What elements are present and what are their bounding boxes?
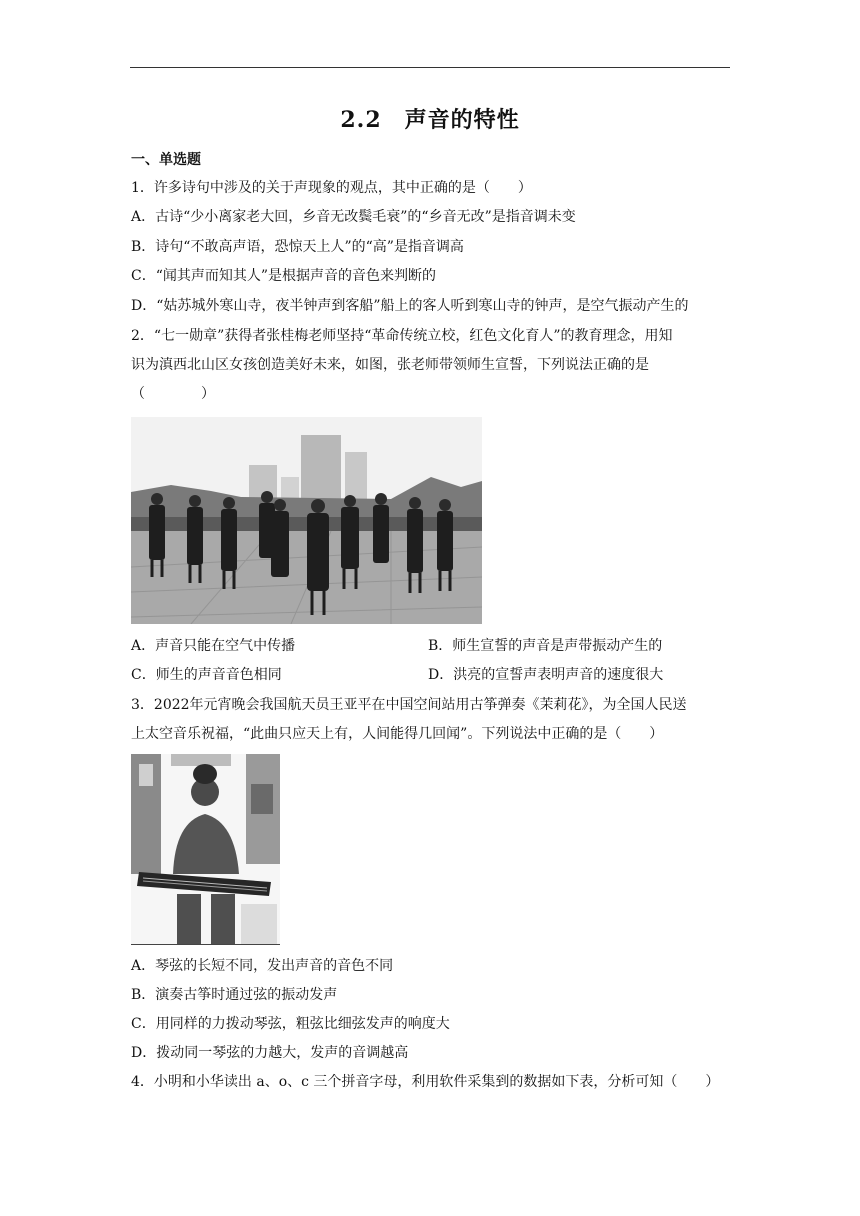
q2-stem-line3: （ ） — [131, 386, 215, 402]
q3-option-c: C．用同样的力拨动琴弦，粗弦比细弦发声的响度大 — [131, 1016, 450, 1032]
q4-stem: 4．小明和小华读出 a、o、c 三个拼音字母，利用软件采集到的数据如下表，分析可知（ ） — [131, 1074, 720, 1090]
q2-stem-line1: 2．“七一勋章”获得者张桂梅老师坚持“革命传统立校，红色文化育人”的教育理念，用知 — [131, 328, 673, 344]
q1-option-c: C．“闻其声而知其人”是根据声音的音色来判断的 — [131, 268, 437, 284]
q1-option-b: B．诗句“不敢高声语，恐惊天上人”的“高”是指音调高 — [131, 239, 464, 255]
q1-option-a: A．古诗“少小离家老大回，乡音无改鬓毛衰”的“乡音无改”是指音调未变 — [131, 209, 576, 225]
section-heading: 一、单选题 — [131, 152, 201, 168]
q3-option-b: B．演奏古筝时通过弦的振动发声 — [131, 987, 338, 1003]
oath-ceremony-photo — [131, 417, 482, 624]
q3-stem-line1: 3．2022年元宵晚会我国航天员王亚平在中国空间站用古筝弹奏《茉莉花》，为全国人民送 — [131, 697, 687, 713]
q2-option-a: A．声音只能在空气中传播 — [131, 638, 296, 654]
q3-option-d: D．拨动同一琴弦的力越大，发声的音调越高 — [131, 1045, 409, 1061]
page-title: 2.2 声音的特性 — [340, 107, 520, 133]
q2-stem-line2: 识为滇西北山区女孩创造美好未来，如图，张老师带领师生宣誓，下列说法正确的是 — [131, 357, 649, 373]
q1-stem: 1．许多诗句中涉及的关于声现象的观点，其中正确的是（ ） — [131, 180, 532, 196]
q2-option-c: C．师生的声音音色相同 — [131, 667, 282, 683]
q2-option-d: D．洪亮的宣誓声表明声音的速度很大 — [428, 667, 664, 683]
header-rule — [130, 67, 730, 68]
q2-option-b: B．师生宣誓的声音是声带振动产生的 — [428, 638, 663, 654]
q3-stem-line2: 上太空音乐祝福，“此曲只应天上有，人间能得几回闻”。下列说法中正确的是（ ） — [131, 726, 664, 742]
guzheng-performance-photo — [131, 754, 280, 945]
q3-option-a: A．琴弦的长短不同，发出声音的音色不同 — [131, 958, 394, 974]
q1-option-d: D．“姑苏城外寒山寺，夜半钟声到客船”船上的客人听到寒山寺的钟声，是空气振动产生的 — [131, 298, 689, 314]
